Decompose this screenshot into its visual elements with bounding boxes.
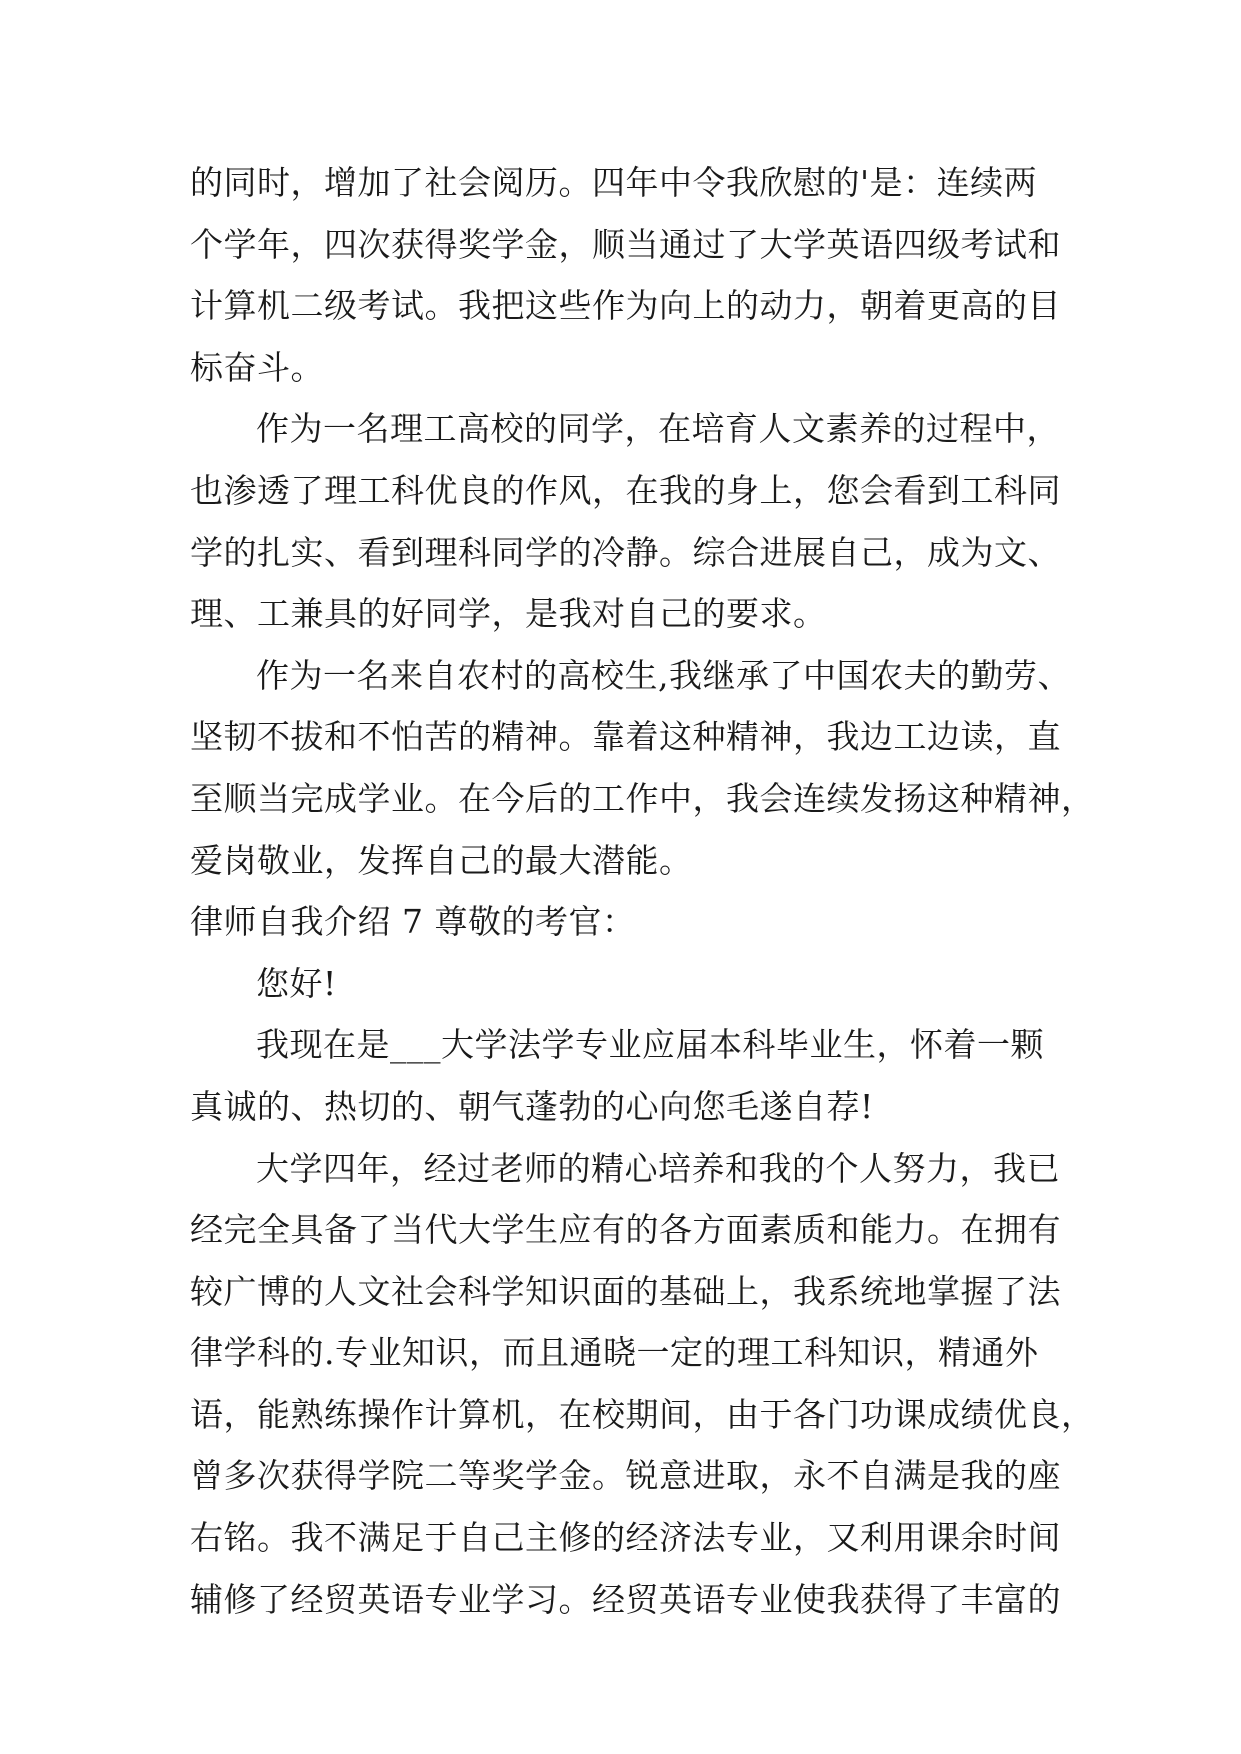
text-line: 作为一名理工高校的同学，在培育人文素养的过程中，	[256, 409, 1060, 449]
text-line: 律学科的.专业知识，而且通晓一定的理工科知识，精通外	[190, 1333, 1039, 1373]
text-line: 语，能熟练操作计算机，在校期间，由于各门功课成绩优良，	[190, 1394, 1095, 1434]
body-text	[190, 152, 1095, 1630]
section-heading-line: 律师自我介绍 7 尊敬的考官：	[190, 902, 636, 942]
text-line: 理、工兼具的好同学，是我对自己的要求。	[190, 594, 827, 634]
text-line: 学的扎实、看到理科同学的冷静。综合进展自己，成为文、	[190, 532, 1061, 572]
text-line: 的同时，增加了社会阅历。四年中令我欣慰的'是：连续两	[190, 163, 1038, 202]
text-line: 坚韧不拔和不怕苦的精神。靠着这种精神，我边工边读，直	[190, 717, 1061, 757]
text-line: 辅修了经贸英语专业学习。经贸英语专业使我获得了丰富的	[190, 1579, 1061, 1619]
text-line: 右铭。我不满足于自己主修的经济法专业，又利用课余时间	[190, 1518, 1061, 1558]
text-line: 爱岗敬业，发挥自己的最大潜能。	[190, 840, 693, 880]
text-line: 真诚的、热切的、朝气蓬勃的心向您毛遂自荐!	[190, 1086, 874, 1126]
text-line: 作为一名来自农村的高校生,我继承了中国农夫的勤劳、	[256, 655, 1071, 695]
text-line: 标奋斗。	[190, 347, 324, 387]
text-line: 经完全具备了当代大学生应有的各方面素质和能力。在拥有	[190, 1210, 1061, 1250]
text-line: 我现在是___大学法学专业应届本科毕业生，怀着一颗	[256, 1025, 1044, 1065]
text-line: 也渗透了理工科优良的作风，在我的身上，您会看到工科同	[190, 470, 1061, 510]
text-line: 个学年，四次获得奖学金，顺当通过了大学英语四级考试和	[190, 224, 1061, 264]
text-line: 大学四年，经过老师的精心培养和我的个人努力，我已	[256, 1148, 1060, 1188]
text-line: 至顺当完成学业。在今后的工作中，我会连续发扬这种精神，	[190, 778, 1095, 818]
text-line: 计算机二级考试。我把这些作为向上的动力，朝着更高的目	[190, 286, 1061, 326]
text-line: 较广博的人文社会科学知识面的基础上，我系统地掌握了法	[190, 1271, 1061, 1311]
greeting-line: 您好!	[256, 963, 337, 1003]
text-line: 曾多次获得学院二等奖学金。锐意进取，永不自满是我的座	[190, 1456, 1061, 1496]
